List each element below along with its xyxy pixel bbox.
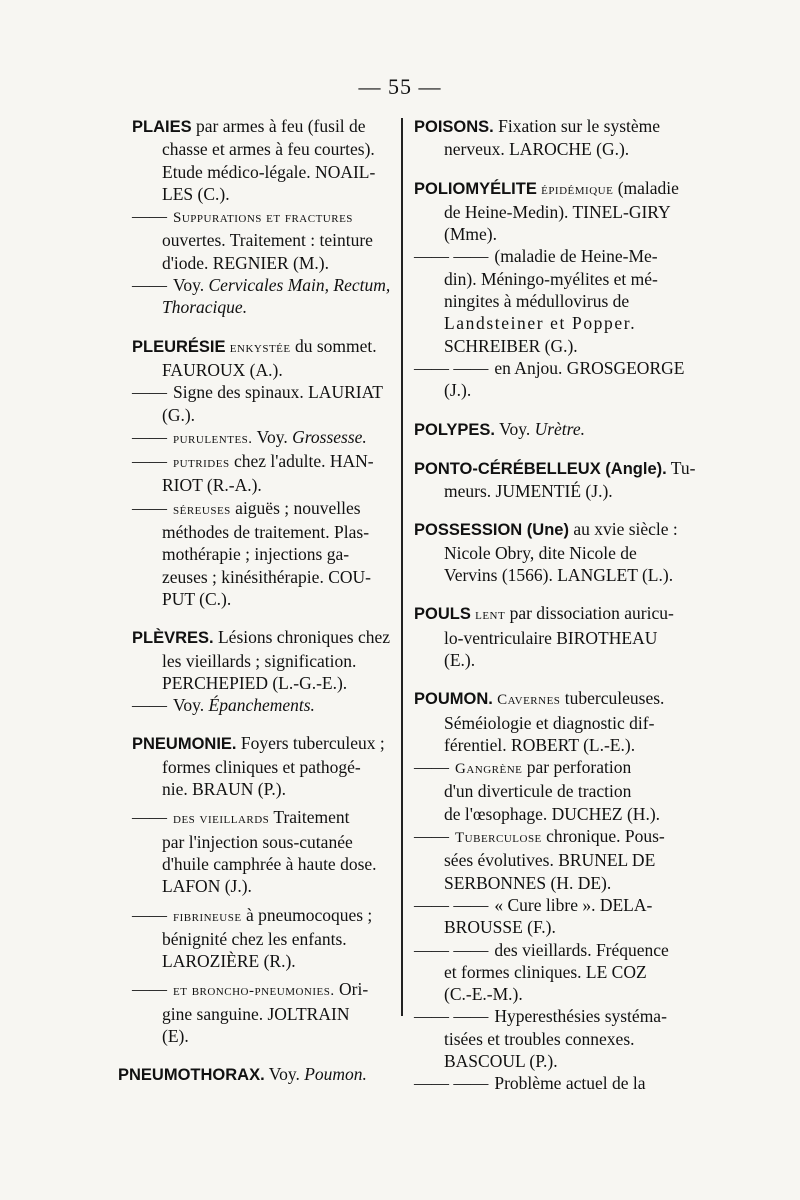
subentry-signe bbox=[132, 381, 390, 426]
entry-text: d'un diverticule de traction bbox=[444, 781, 632, 802]
entry-text: formes cliniques et pathogé- bbox=[162, 756, 361, 777]
entry-heading: POUMON. bbox=[414, 690, 493, 709]
subentry-voy-epanchements bbox=[132, 694, 390, 716]
entry-text: tisées et troubles connexes. bbox=[444, 1028, 635, 1049]
entry-text: bénignité chez les enfants. bbox=[162, 928, 347, 949]
entry-text: chronique. Pous- bbox=[541, 826, 665, 847]
entry-text: Landsteiner et Popper. bbox=[444, 313, 637, 334]
entry-text: (C.-E.-M.). bbox=[444, 984, 523, 1005]
entry-heading: PLAIES bbox=[132, 118, 192, 136]
entry-text: SERBONNES (H. DE). bbox=[444, 872, 612, 893]
entry-heading: PLEURÉSIE bbox=[132, 337, 226, 356]
entry-text: à pneumocoques ; bbox=[241, 904, 373, 925]
cross-reference: Grossesse. bbox=[287, 426, 367, 447]
entry-heading: POSSESSION (Une) bbox=[414, 521, 569, 540]
entry-text: Problème actuel de la bbox=[494, 1073, 646, 1094]
right-column bbox=[414, 115, 696, 1095]
subentry-heading: des vieillards bbox=[173, 811, 270, 828]
entry-pneumonie bbox=[132, 732, 390, 800]
entry-heading: POISONS. bbox=[414, 118, 494, 136]
entry-poliomyelite bbox=[414, 177, 680, 246]
dash: —— —— bbox=[414, 894, 489, 915]
entry-text: chez l'adulte. HAN- bbox=[229, 451, 374, 472]
subentry-heading: putrides bbox=[173, 455, 230, 472]
entry-text: mothérapie ; injections ga- bbox=[162, 544, 350, 565]
cross-reference: Cervicales Main, Rectum, bbox=[204, 275, 391, 296]
dash: —— —— bbox=[414, 357, 489, 378]
entry-pneumothorax bbox=[118, 1063, 390, 1086]
dash: —— bbox=[132, 275, 167, 296]
subentry-voy bbox=[132, 274, 390, 319]
subentry-purulentes bbox=[132, 426, 390, 450]
dash: —— bbox=[132, 497, 167, 518]
entry-heading: PLÈVRES. bbox=[132, 629, 214, 648]
entry-text: (J.). bbox=[444, 380, 472, 401]
dash: —— —— bbox=[414, 1073, 489, 1094]
entry-text: du sommet. bbox=[290, 335, 377, 356]
entry-text: les vieillards ; signification. bbox=[162, 650, 357, 671]
subentry-hyperesthesies bbox=[414, 1005, 680, 1072]
subentry-heading: purulentes. bbox=[173, 430, 253, 447]
dash: —— bbox=[132, 206, 167, 227]
entry-text: Voy. bbox=[173, 695, 205, 716]
entry-text: et formes cliniques. LE COZ bbox=[444, 961, 647, 982]
subentry-vieillards bbox=[132, 806, 390, 897]
column-divider bbox=[401, 118, 403, 1016]
entry-text: par dissociation auricu- bbox=[505, 603, 674, 624]
subentry-tuberculose bbox=[414, 825, 680, 894]
dash: —— bbox=[132, 904, 167, 925]
subentry-heading: et broncho-pneumonies. bbox=[173, 983, 335, 1000]
subentry-heine-medin bbox=[414, 245, 680, 356]
entry-text: BROUSSE (F.). bbox=[444, 917, 556, 938]
entry-text: d'iode. REGNIER (M.). bbox=[162, 252, 329, 273]
entry-polypes bbox=[414, 418, 680, 441]
entry-text: Etude médico-légale. NOAIL- bbox=[162, 161, 376, 182]
dash: —— —— bbox=[414, 246, 489, 267]
subentry-anjou bbox=[414, 357, 685, 402]
entry-text: des vieillards. Fréquence bbox=[494, 939, 669, 960]
entry-text: din). Méningo-myélites et mé- bbox=[444, 268, 658, 289]
entry-text: « Cure libre ». DELA- bbox=[494, 894, 653, 915]
entry-poisons bbox=[414, 115, 680, 161]
dash: —— bbox=[132, 979, 167, 1000]
entry-text: Tu- bbox=[666, 457, 696, 478]
subentry-heading: Tuberculose bbox=[455, 830, 542, 847]
cross-reference: Épanchements. bbox=[204, 695, 315, 716]
subentry-gangrene bbox=[414, 756, 680, 825]
entry-text: (G.). bbox=[162, 404, 196, 425]
dash: —— —— bbox=[414, 939, 489, 960]
entry-text: aiguës ; nouvelles bbox=[230, 497, 361, 518]
dash: —— bbox=[132, 382, 167, 403]
entry-text: ouvertes. Traitement : teinture bbox=[162, 230, 373, 251]
entry-text: de l'œsophage. DUCHEZ (H.). bbox=[444, 803, 661, 824]
subentry-heading: fibrineuse bbox=[173, 908, 242, 925]
entry-text: Séméiologie et diagnostic dif- bbox=[444, 712, 655, 733]
entry-text: (maladie bbox=[613, 177, 679, 198]
left-column bbox=[118, 115, 391, 1087]
subentry-cure-libre bbox=[414, 894, 680, 939]
entry-text: en Anjou. GROSGEORGE bbox=[494, 357, 685, 378]
entry-text: d'huile camphrée à haute dose. bbox=[162, 853, 377, 874]
entry-possession bbox=[414, 518, 680, 586]
subentry-heading: Suppurations et fractures bbox=[173, 210, 353, 227]
page-number: — 55 — bbox=[358, 74, 442, 99]
subentry-broncho bbox=[132, 978, 390, 1047]
entry-text: zeuses ; kinésithérapie. COU- bbox=[162, 566, 371, 587]
entry-text: Ori- bbox=[334, 979, 369, 1000]
subentry-heading: lent bbox=[470, 607, 506, 624]
entry-plevres bbox=[132, 626, 390, 694]
entry-plaies bbox=[132, 115, 390, 205]
subentry-fibrineuse bbox=[132, 904, 390, 973]
entry-text: Lésions chroniques chez bbox=[213, 627, 391, 648]
entry-pouls bbox=[414, 602, 680, 671]
entry-text: BASCOUL (P.). bbox=[444, 1050, 558, 1071]
subentry-vieillards bbox=[414, 939, 680, 1006]
entry-text: SCHREIBER (G.). bbox=[444, 335, 578, 356]
subentry-probleme bbox=[414, 1072, 680, 1094]
subentry-sereuses bbox=[132, 497, 390, 610]
entry-text: Fixation sur le système bbox=[493, 116, 661, 136]
entry-text: par l'injection sous-cutanée bbox=[162, 831, 353, 852]
subentry-heading: enkystée bbox=[225, 339, 291, 356]
dash: —— bbox=[132, 451, 167, 472]
entry-heading: PONTO-CÉRÉBELLEUX (Angle). bbox=[414, 459, 667, 478]
entry-text: de Heine-Medin). TINEL-GIRY bbox=[444, 201, 671, 222]
dash: —— bbox=[132, 807, 167, 828]
cross-reference: Urètre. bbox=[530, 418, 585, 439]
entry-text: nerveux. LAROCHE (G.). bbox=[444, 139, 630, 160]
entry-text: PUT (C.). bbox=[162, 588, 232, 609]
entry-text: tuberculeuses. bbox=[560, 688, 665, 709]
dash: —— bbox=[414, 757, 449, 778]
entry-text: par armes à feu (fusil de bbox=[191, 116, 366, 136]
entry-text: Nicole Obry, dite Nicole de bbox=[444, 542, 637, 563]
entry-text: par perforation bbox=[522, 757, 632, 778]
entry-text: nie. BRAUN (P.). bbox=[162, 779, 286, 800]
entry-poumon bbox=[414, 687, 680, 756]
dash: —— —— bbox=[414, 1006, 489, 1027]
entry-text: méthodes de traitement. Plas- bbox=[162, 522, 370, 543]
entry-text: chasse et armes à feu courtes). bbox=[162, 139, 375, 160]
entry-text: Voy. bbox=[495, 418, 531, 439]
entry-text: RIOT (R.-A.). bbox=[162, 475, 262, 496]
entry-text: férentiel. ROBERT (L.-E.). bbox=[444, 734, 636, 755]
subentry-suppurations bbox=[132, 205, 390, 274]
subentry-heading: épidémique bbox=[536, 181, 614, 198]
entry-text: Voy. bbox=[252, 426, 288, 447]
entry-text: Voy. bbox=[264, 1064, 300, 1085]
cross-reference: Poumon. bbox=[299, 1064, 367, 1085]
dash: —— bbox=[132, 426, 167, 447]
entry-text: (E.). bbox=[444, 649, 476, 670]
entry-heading: PNEUMOTHORAX. bbox=[118, 1066, 265, 1085]
entry-text: Foyers tuberculeux ; bbox=[236, 733, 385, 754]
entry-text: PERCHEPIED (L.-G.-E.). bbox=[162, 672, 348, 693]
entry-heading: POLIOMYÉLITE bbox=[414, 179, 537, 198]
entry-ponto-cerebelleux bbox=[414, 457, 696, 503]
entry-heading: POLYPES. bbox=[414, 420, 496, 439]
entry-text: LAROZIÈRE (R.). bbox=[162, 951, 296, 972]
subentry-heading: Cavernes bbox=[492, 692, 561, 709]
entry-text: meurs. JUMENTIÉ (J.). bbox=[444, 481, 613, 502]
dash: —— bbox=[414, 826, 449, 847]
dash: —— bbox=[132, 695, 167, 716]
entry-text: Voy. bbox=[173, 275, 205, 296]
entry-text: LES (C.). bbox=[162, 183, 230, 204]
entry-text: lo-ventriculaire BIROTHEAU bbox=[444, 627, 658, 648]
entry-text: Hyperesthésies systéma- bbox=[494, 1006, 667, 1027]
entry-text: (E). bbox=[162, 1025, 189, 1046]
entry-heading: POULS bbox=[414, 605, 471, 624]
entry-text: sées évolutives. BRUNEL DE bbox=[444, 850, 656, 871]
entry-text: (maladie de Heine-Me- bbox=[494, 246, 658, 267]
entry-text: FAUROUX (A.). bbox=[162, 359, 283, 380]
entry-text: gine sanguine. JOLTRAIN bbox=[162, 1003, 350, 1024]
entry-text: ningites à médullovirus de bbox=[444, 291, 630, 312]
entry-text: au xvie siècle : bbox=[568, 519, 678, 540]
entry-text: Signe des spinaux. LAURIAT bbox=[173, 382, 383, 403]
subentry-heading: Gangrène bbox=[455, 761, 523, 778]
entry-heading: PNEUMONIE. bbox=[132, 735, 237, 754]
subentry-heading: séreuses bbox=[173, 501, 231, 518]
subentry-putrides bbox=[132, 450, 390, 497]
cross-reference: Thoracique. bbox=[162, 297, 248, 318]
entry-pleuresie bbox=[132, 335, 390, 382]
entry-text: Vervins (1566). LANGLET (L.). bbox=[444, 565, 674, 586]
entry-text: Traitement bbox=[269, 807, 350, 828]
entry-text: (Mme). bbox=[444, 224, 497, 245]
entry-text: LAFON (J.). bbox=[162, 876, 252, 897]
